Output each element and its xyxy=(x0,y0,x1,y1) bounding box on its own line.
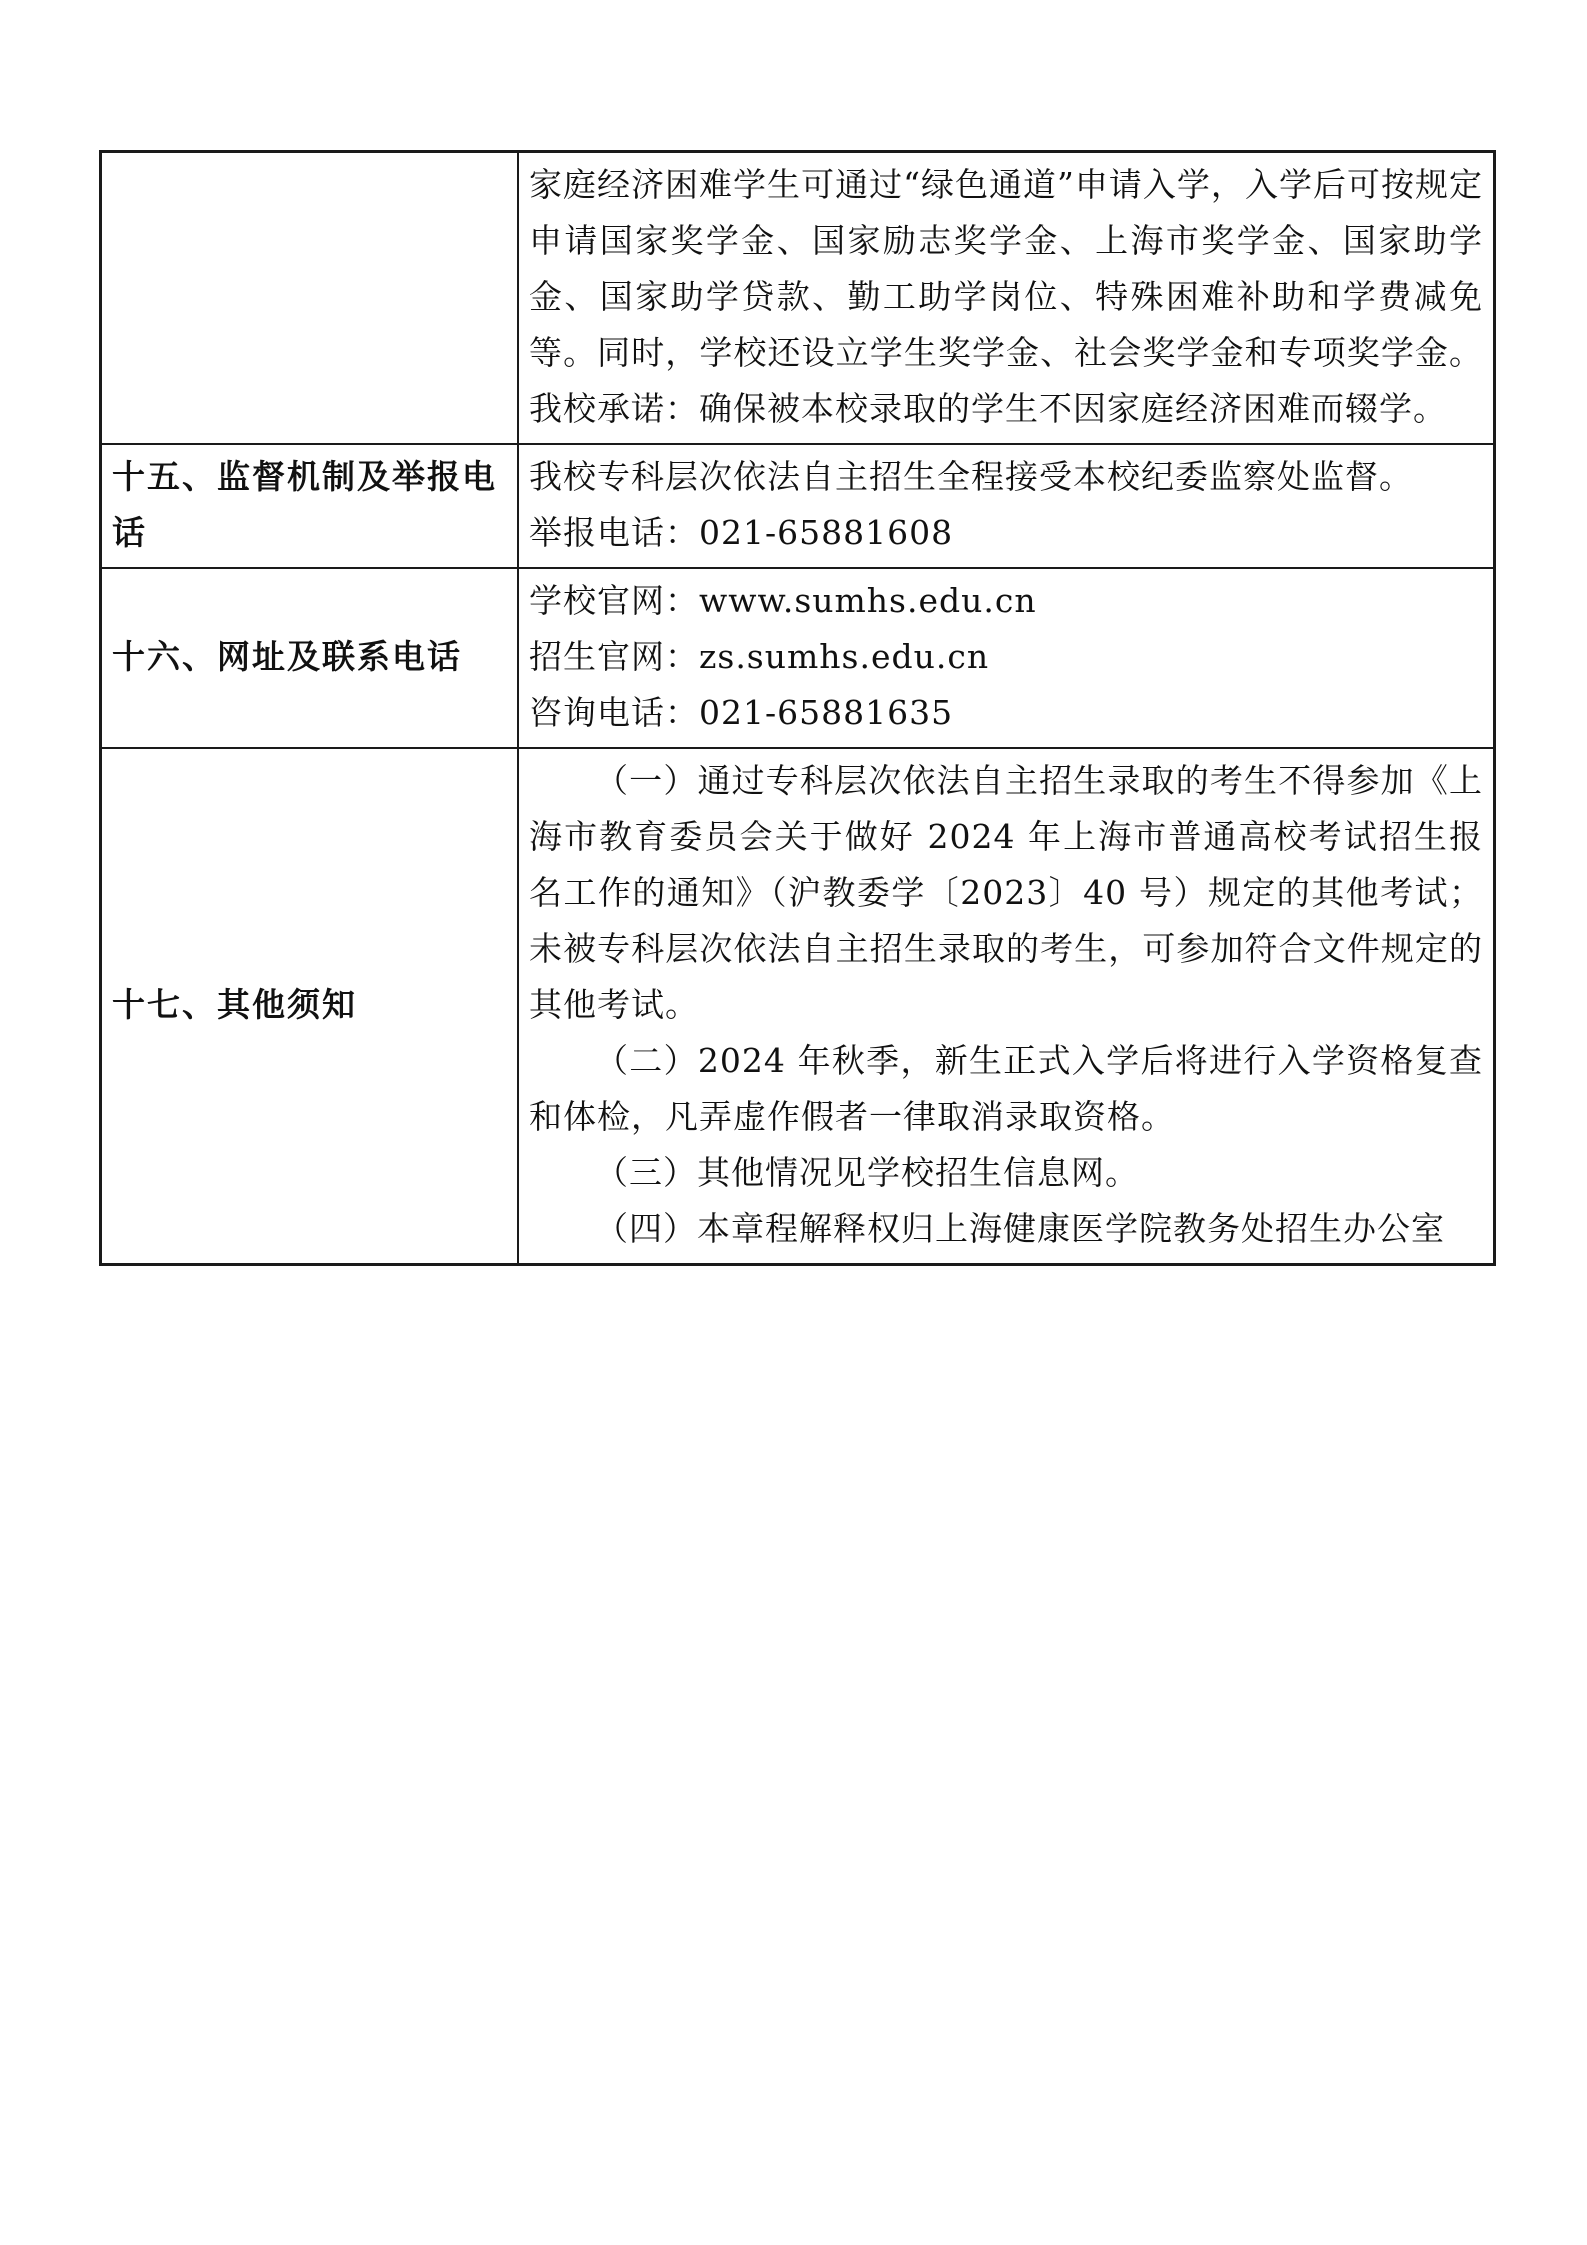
row-label-empty xyxy=(101,152,519,445)
table-row xyxy=(101,152,1495,445)
financial-aid-content xyxy=(518,152,1495,445)
report-phone: 举报电话：021-65881608 xyxy=(529,513,954,552)
note-paragraph-3: （三）其他情况见学校招生信息网。 xyxy=(595,1153,1139,1192)
consult-phone: 咨询电话：021-65881635 xyxy=(529,693,954,732)
financial-aid-paragraph: 家庭经济困难学生可通过“绿色通道”申请入学，入学后可按规定申请国家奖学金、国家励志奖学金、上海市奖学金、国家助学金、国家助学贷款、勤工助学岗位、特殊困难补助和学费减免等。同时，学校还设立学生奖学金、社会奖学金和专项奖学金。我校承诺：确保被本校录取的学生不因家庭经济困难而辍学。 xyxy=(529,165,1483,428)
table-row xyxy=(101,444,1495,568)
admission-rules-table xyxy=(99,150,1496,1266)
note-paragraph-1: （一）通过专科层次依法自主招生录取的考生不得参加《上海市教育委员会关于做好 2024 年上海市普通高校考试招生报名工作的通知》（沪教委学〔2023〕40 号）规定的其他考试；未被专科层次依法自主招生录取的考生，可参加符合文件规定的其他考试。 xyxy=(529,761,1483,1024)
row-label-other-notes: 十七、其他须知 xyxy=(101,748,519,1265)
other-notes-content xyxy=(518,748,1495,1265)
supervision-content xyxy=(518,444,1495,568)
supervision-statement: 我校专科层次依法自主招生全程接受本校纪委监察处监督。 xyxy=(529,457,1413,496)
table-row xyxy=(101,748,1495,1265)
school-website[interactable]: 学校官网：www.sumhs.edu.cn xyxy=(529,581,1037,620)
contact-content xyxy=(518,568,1495,748)
note-paragraph-4: （四）本章程解释权归上海健康医学院教务处招生办公室 xyxy=(595,1209,1445,1248)
row-label-contact: 十六、网址及联系电话 xyxy=(101,568,519,748)
table-row xyxy=(101,568,1495,748)
admission-website[interactable]: 招生官网：zs.sumhs.edu.cn xyxy=(529,637,990,676)
note-paragraph-2: （二）2024 年秋季，新生正式入学后将进行入学资格复查和体检，凡弄虚作假者一律取消录取资格。 xyxy=(529,1041,1483,1136)
row-label-supervision: 十五、监督机制及举报电话 xyxy=(101,444,519,568)
